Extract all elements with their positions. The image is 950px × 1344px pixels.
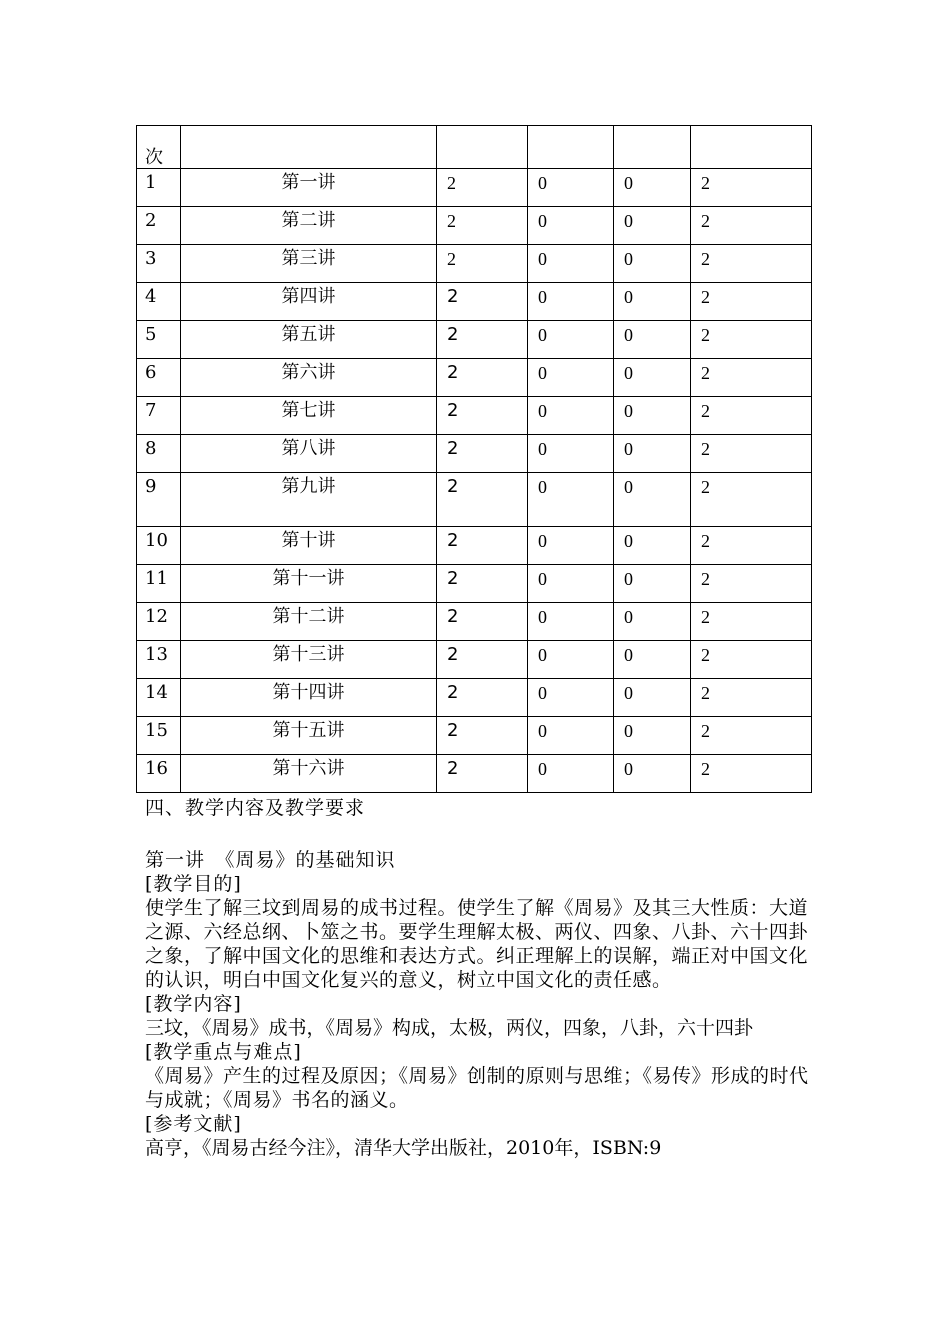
- hours-b-cell: 0: [528, 603, 614, 641]
- table-row: [137, 565, 812, 603]
- hours-b-cell: 0: [528, 359, 614, 397]
- keypoints-label: [教学重点与难点]: [145, 1041, 302, 1063]
- table-row: [137, 679, 812, 717]
- lecture-name-cell: 第六讲: [181, 359, 437, 397]
- table-row: [137, 603, 812, 641]
- hours-c-cell: 0: [614, 397, 691, 435]
- hours-d-cell: 2: [691, 641, 812, 679]
- hours-a-cell: 2: [437, 641, 528, 679]
- hours-c-cell: 0: [614, 435, 691, 473]
- hours-c-cell: 0: [614, 679, 691, 717]
- schedule-table-container: [136, 125, 811, 793]
- lecture-name-cell: 第九讲: [181, 473, 437, 527]
- table-row: [137, 717, 812, 755]
- hours-b-cell: 0: [528, 207, 614, 245]
- lecture-name-cell: 第十四讲: [181, 679, 437, 717]
- table-row: [137, 169, 812, 207]
- row-number-cell: 12: [137, 603, 181, 641]
- row-number-cell: 15: [137, 717, 181, 755]
- row-number-cell: 4: [137, 283, 181, 321]
- table-row: [137, 359, 812, 397]
- hours-d-cell: 2: [691, 283, 812, 321]
- hours-c-cell: 0: [614, 717, 691, 755]
- row-number-cell: 16: [137, 755, 181, 793]
- section-heading: 四、教学内容及教学要求: [145, 797, 366, 819]
- hours-d-cell: 2: [691, 435, 812, 473]
- hours-a-cell: 2: [437, 321, 528, 359]
- lecture-name-cell: 第四讲: [181, 283, 437, 321]
- header-cell-a: [437, 126, 528, 169]
- hours-a-cell: 2: [437, 397, 528, 435]
- hours-c-cell: 0: [614, 473, 691, 527]
- hours-d-cell: 2: [691, 565, 812, 603]
- hours-b-cell: 0: [528, 527, 614, 565]
- hours-d-cell: 2: [691, 679, 812, 717]
- hours-d-cell: 2: [691, 245, 812, 283]
- hours-b-cell: 0: [528, 755, 614, 793]
- hours-c-cell: 0: [614, 527, 691, 565]
- table-row: [137, 435, 812, 473]
- header-cell-name: [181, 126, 437, 169]
- lecture-name-cell: 第五讲: [181, 321, 437, 359]
- hours-a-cell: 2: [437, 527, 528, 565]
- row-number-cell: 1: [137, 169, 181, 207]
- hours-a-cell: 2: [437, 565, 528, 603]
- hours-c-cell: 0: [614, 565, 691, 603]
- hours-d-cell: 2: [691, 527, 812, 565]
- hours-b-cell: 0: [528, 245, 614, 283]
- schedule-table: [136, 125, 812, 793]
- hours-a-cell: 2: [437, 755, 528, 793]
- references-text: 高亨，《周易古经今注》，清华大学出版社，2010年，ISBN:9: [145, 1137, 662, 1159]
- hours-a-cell: 2: [437, 603, 528, 641]
- hours-b-cell: 0: [528, 435, 614, 473]
- row-number-cell: 11: [137, 565, 181, 603]
- row-number-cell: 3: [137, 245, 181, 283]
- row-number-cell: 13: [137, 641, 181, 679]
- row-number-cell: 2: [137, 207, 181, 245]
- content-label: [教学内容]: [145, 993, 242, 1015]
- table-row: [137, 755, 812, 793]
- hours-d-cell: 2: [691, 207, 812, 245]
- row-number-cell: 9: [137, 473, 181, 527]
- lecture-name-cell: 第十六讲: [181, 755, 437, 793]
- header-cell-b: [528, 126, 614, 169]
- row-number-cell: 14: [137, 679, 181, 717]
- table-row: [137, 527, 812, 565]
- hours-c-cell: 0: [614, 641, 691, 679]
- hours-c-cell: 0: [614, 169, 691, 207]
- hours-d-cell: 2: [691, 169, 812, 207]
- hours-d-cell: 2: [691, 321, 812, 359]
- hours-c-cell: 0: [614, 755, 691, 793]
- purpose-text: 使学生了解三坟到周易的成书过程。使学生了解《周易》及其三大性质：大道之源、六经总纲、卜筮之书。要学生理解太极、两仪、四象、八卦、六十四卦之象，了解中国文化的思维和表达方式。纠正理解上的误解，端正对中国文化的认识，明白中国文化复兴的意义，树立中国文化的责任感。: [145, 897, 809, 991]
- hours-d-cell: 2: [691, 603, 812, 641]
- lecture-name-cell: 第二讲: [181, 207, 437, 245]
- row-number-cell: 10: [137, 527, 181, 565]
- table-row: [137, 207, 812, 245]
- hours-b-cell: 0: [528, 397, 614, 435]
- header-cell-c: [614, 126, 691, 169]
- table-header-row: [137, 126, 812, 169]
- hours-a-cell: 2: [437, 245, 528, 283]
- references-label: [参考文献]: [145, 1113, 242, 1135]
- hours-d-cell: 2: [691, 359, 812, 397]
- header-cell-index: 次: [137, 126, 181, 169]
- hours-b-cell: 0: [528, 473, 614, 527]
- hours-a-cell: 2: [437, 473, 528, 527]
- purpose-label: [教学目的]: [145, 873, 242, 895]
- table-row: [137, 283, 812, 321]
- hours-b-cell: 0: [528, 679, 614, 717]
- lecture-name-cell: 第十五讲: [181, 717, 437, 755]
- teaching-content-section: [145, 796, 810, 1160]
- hours-a-cell: 2: [437, 435, 528, 473]
- hours-b-cell: 0: [528, 641, 614, 679]
- hours-b-cell: 0: [528, 283, 614, 321]
- table-row: [137, 321, 812, 359]
- hours-b-cell: 0: [528, 169, 614, 207]
- content-text: 三坟，《周易》成书，《周易》构成，太极，两仪，四象，八卦，六十四卦: [145, 1017, 754, 1039]
- hours-c-cell: 0: [614, 245, 691, 283]
- row-number-cell: 8: [137, 435, 181, 473]
- lecture-name-cell: 第一讲: [181, 169, 437, 207]
- hours-c-cell: 0: [614, 359, 691, 397]
- header-cell-d: [691, 126, 812, 169]
- lecture-name-cell: 第十三讲: [181, 641, 437, 679]
- hours-b-cell: 0: [528, 717, 614, 755]
- hours-b-cell: 0: [528, 565, 614, 603]
- hours-b-cell: 0: [528, 321, 614, 359]
- row-number-cell: 5: [137, 321, 181, 359]
- hours-d-cell: 2: [691, 473, 812, 527]
- table-row: [137, 641, 812, 679]
- hours-a-cell: 2: [437, 717, 528, 755]
- hours-d-cell: 2: [691, 755, 812, 793]
- lecture-name-cell: 第三讲: [181, 245, 437, 283]
- hours-a-cell: 2: [437, 169, 528, 207]
- hours-a-cell: 2: [437, 207, 528, 245]
- lecture-name-cell: 第十二讲: [181, 603, 437, 641]
- hours-c-cell: 0: [614, 603, 691, 641]
- hours-a-cell: 2: [437, 679, 528, 717]
- table-row: [137, 397, 812, 435]
- lecture-name-cell: 第八讲: [181, 435, 437, 473]
- lecture-title: 第一讲 《周易》的基础知识: [145, 849, 396, 871]
- row-number-cell: 6: [137, 359, 181, 397]
- lecture-name-cell: 第十讲: [181, 527, 437, 565]
- hours-c-cell: 0: [614, 283, 691, 321]
- hours-d-cell: 2: [691, 397, 812, 435]
- hours-a-cell: 2: [437, 359, 528, 397]
- row-number-cell: 7: [137, 397, 181, 435]
- hours-c-cell: 0: [614, 207, 691, 245]
- hours-c-cell: 0: [614, 321, 691, 359]
- lecture-name-cell: 第七讲: [181, 397, 437, 435]
- hours-d-cell: 2: [691, 717, 812, 755]
- keypoints-text: 《周易》产生的过程及原因；《周易》创制的原则与思维；《易传》形成的时代与成就；《周易》书名的涵义。: [145, 1065, 809, 1111]
- table-row: [137, 245, 812, 283]
- table-row: [137, 473, 812, 527]
- lecture-name-cell: 第十一讲: [181, 565, 437, 603]
- hours-a-cell: 2: [437, 283, 528, 321]
